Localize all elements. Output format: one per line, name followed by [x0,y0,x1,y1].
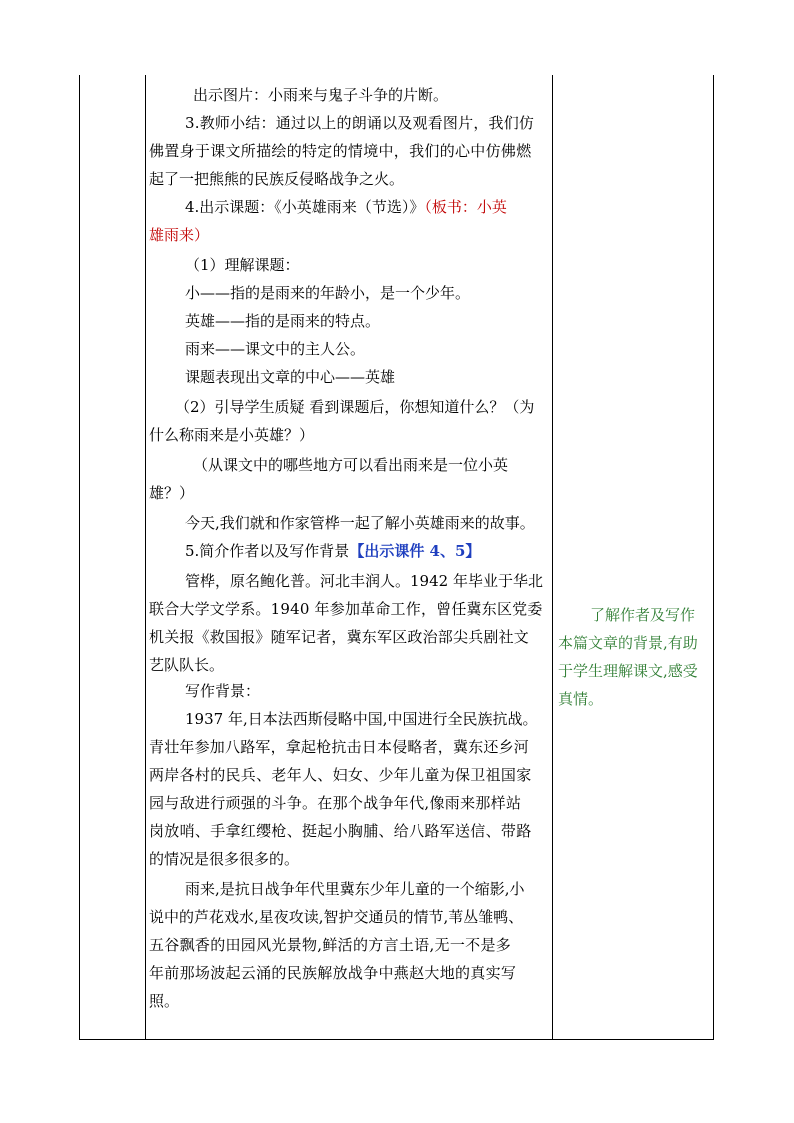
text-line: 1937 年,日本法西斯侵略中国,中国进行全民族抗战。 [185,710,538,728]
intent-line: 于学生理解课文,感受 [558,662,698,680]
blackboard-note-continued: 雄雨来） [149,226,210,244]
text-line: （从课文中的哪些地方可以看出雨来是一位小英 [193,456,509,474]
text-line: 起了一把熊熊的民族反侵略战争之火。 [149,170,405,188]
text-line: 说中的芦花戏水,星夜攻读,智护交通员的情节,苇丛雏鸭、 [149,908,524,926]
text-line: 照。 [149,992,180,1010]
text-line: 的情况是很多很多的。 [149,850,300,868]
text-line: 什么称雨来是小英雄？） [149,426,315,444]
intent-line: 真情。 [558,690,604,708]
text-line [185,541,480,561]
text-line: 写作背景： [185,682,261,700]
text-line: 雨来,是抗日战争年代里冀东少年儿童的一个缩影,小 [185,880,525,898]
lesson-title-text: 4.出示课题：《小英雄雨来（节选）》 [185,198,425,216]
text-line: 雄？） [149,484,195,502]
text-line: （1）理解课题： [185,256,300,274]
text-line: 五谷飘香的田园风光景物,鲜活的方言土语,无一不是多 [149,936,512,954]
text-line: （2）引导学生质疑 看到课题后，你想知道什么？（为 [175,398,535,416]
text-line: 课题表现出文章的中心——英雄 [185,368,396,386]
text-line: 雨来——课文中的主人公。 [185,340,366,358]
intent-line: 本篇文章的背景,有助 [558,634,698,652]
text-line: 今天,我们就和作家管桦一起了解小英雄雨来的故事。 [185,514,535,532]
text-line: 管桦，原名鲍化普。河北丰润人。1942 年毕业于华北 [185,572,543,590]
table-border-right [713,75,714,1040]
text-line: 青壮年参加八路军，拿起枪抗击日本侵略者，冀东还乡河 [149,738,530,756]
text-line: 联合大学文学系。1940 年参加革命工作，曾任冀东区党委 [149,600,543,618]
text-line: 艺队队长。 [149,656,225,674]
text-line: 英雄——指的是雨来的特点。 [185,312,381,330]
section-heading: 5.简介作者以及写作背景 [185,542,350,560]
table-border-col2 [552,75,553,1040]
blackboard-note: （板书：小英 [424,198,507,216]
text-line: 机关报《救国报》随军记者，冀东军区政治部尖兵剧社文 [149,628,530,646]
text-line: 3.教师小结：通过以上的朗诵以及观看图片，我们仿 [185,114,535,132]
table-border-bottom [79,1039,714,1040]
table-border-col1 [145,75,146,1040]
intent-line: 了解作者及写作 [590,606,696,624]
text-line: 佛置身于课文所描绘的特定的情境中，我们的心中仿佛燃 [149,142,532,160]
text-line [185,197,507,217]
text-line: 岗放哨、手拿红缨枪、挺起小胸脯、给八路军送信、带路 [149,822,532,840]
text-line: 年前那场波起云涌的民族解放战争中燕赵大地的真实写 [149,964,517,982]
text-line: 小——指的是雨来的年龄小，是一个少年。 [185,284,471,302]
text-line: 出示图片：小雨来与鬼子斗争的片断。 [193,86,449,104]
text-line: 园与敌进行顽强的斗争。在那个战争年代,像雨来那样站 [149,794,522,812]
table-border-left [79,75,80,1040]
text-line: 两岸各村的民兵、老年人、妇女、少年儿童为保卫祖国家 [149,766,532,784]
courseware-note: 【出示课件 4、5】 [349,542,481,560]
